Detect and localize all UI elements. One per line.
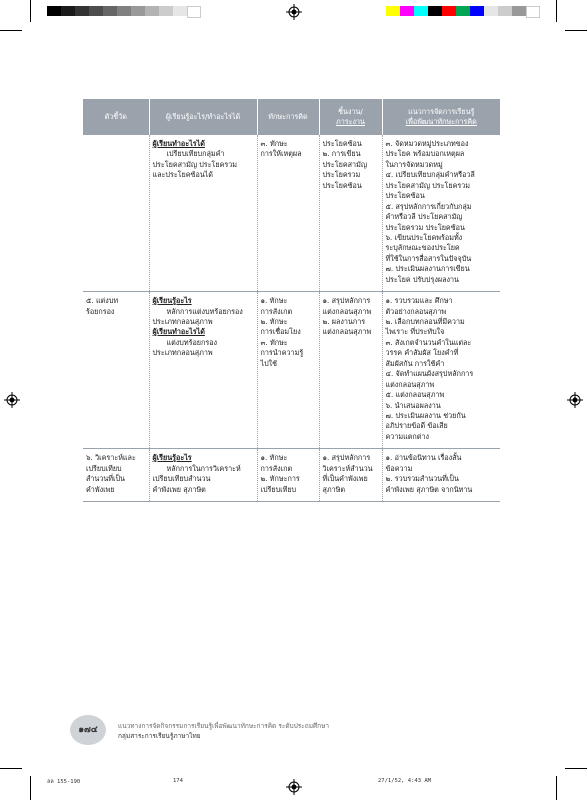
cell-line: การนำความรู้ xyxy=(260,348,304,358)
cell-line: เปรียบเทียบ xyxy=(86,463,122,473)
cell-line: คำพังเพย xyxy=(86,484,115,494)
cell-line: ประโยคซ้อน xyxy=(322,180,362,190)
cell-line: ๑. รวบรวมและ ศึกษา xyxy=(385,296,453,306)
workpiece-cell xyxy=(319,449,382,502)
cell-line: คำพังเพย สุภาษิต จากนิทาน xyxy=(385,484,473,494)
crop-mark xyxy=(565,768,587,769)
cell-line: แต่งกลอนสุภาพ xyxy=(322,327,372,337)
cell-line: ประโยครวม ประโยคซ้อน xyxy=(385,222,465,232)
cell-line: ในการจัดหมวดหมู่ xyxy=(385,159,443,169)
cell-line: ๗. ประเมินผลงานการเขียน xyxy=(385,264,470,274)
cell-line: การเชื่อมโยง xyxy=(260,327,301,337)
cell-line: ข้อความ xyxy=(385,463,413,473)
cell-line: ๕. แต่งบท xyxy=(86,296,119,306)
cell-line: ประโยคซ้อน xyxy=(385,191,425,201)
cell-line: ที่ใช้ในการสื่อสารในปัจจุบัน xyxy=(385,253,472,263)
cell-line: วิเคราะห์สำนวน xyxy=(322,463,373,473)
cell-line: ๒. รวบรวมสำนวนที่เป็น xyxy=(385,474,459,484)
crop-mark xyxy=(565,30,587,31)
cell-line: อภิปรายข้อดี ข้อเสีย xyxy=(385,421,448,431)
cell-line: ๒. การเขียน xyxy=(322,149,361,159)
registration-mark-top xyxy=(286,4,302,20)
cell-line: ไพเราะ ที่ประทับใจ xyxy=(385,327,445,337)
cell-line: แต่งบทร้อยกรอง xyxy=(166,337,218,347)
table-header-row xyxy=(83,99,500,135)
cell-line: คำหรือวลี ประโยคสามัญ xyxy=(385,212,463,222)
cell-line: สุภาษิต xyxy=(322,484,346,494)
cell-line: เปรียบเทียบสำนวน xyxy=(152,474,211,484)
registration-mark-right xyxy=(567,392,583,408)
cell-line: แต่งกลอนสุภาพ xyxy=(385,379,435,389)
approach-cell xyxy=(382,135,500,292)
footer-subject: กลุ่มสาระการเรียนรู้ภาษาไทย xyxy=(118,732,201,740)
slug-file: ลล 155-190 xyxy=(47,779,81,785)
cell-line: การให้เหตุผล xyxy=(260,149,302,159)
cell-line: ๒. เลือกบทกลอนที่มีความ xyxy=(385,317,465,326)
cell-line: การสังเกต xyxy=(260,463,293,473)
cell-line: หลักการแต่งบทร้อยกรอง xyxy=(166,306,243,316)
cell-line: เปรียบเทียบ xyxy=(260,484,297,494)
cell-line: ๓. สังเกตจำนวนคำในแต่ละ xyxy=(385,337,472,347)
cell-line: สัมผัสกัน การใช้คำ xyxy=(385,358,445,368)
cell-line: ประโยค พร้อมบอกเหตุผล xyxy=(385,149,465,159)
registration-mark-left xyxy=(4,392,20,408)
learn-heading: ผู้เรียนรู้อะไร xyxy=(152,453,192,463)
learning-plan-table xyxy=(83,99,500,502)
table-row xyxy=(83,449,500,502)
learn-do-cell xyxy=(149,292,257,449)
slug-date: 27/1/52, 4:43 AM xyxy=(378,778,431,784)
slug-page: 174 xyxy=(173,778,183,784)
header-learn-do: ผู้เรียนรู้อะไร/ทำอะไรได้ xyxy=(149,99,257,135)
cell-line: ๓. ทักษะ xyxy=(260,139,288,148)
cell-line: ๒. ทักษะ xyxy=(260,317,288,326)
color-bars-right xyxy=(386,6,540,16)
cell-line: ๔. จัดทำแผนผังสรุปหลักการ xyxy=(385,369,474,379)
cell-line: ๒. ผลงานการ xyxy=(322,317,366,326)
cell-line: ประโยคสามัญ ประโยครวม xyxy=(385,180,471,190)
cell-line: ๖. เขียนประโยคพร้อมทั้ง xyxy=(385,232,463,242)
cell-line: ตัวอย่างกลอนสุภาพ xyxy=(385,306,447,316)
do-heading: ผู้เรียนทำอะไรได้ xyxy=(152,327,205,337)
cell-line: ๑. อ่านข้อนิทาน เรื่องสั้น xyxy=(385,453,462,463)
indicator-cell xyxy=(83,449,149,502)
crop-mark xyxy=(30,776,31,800)
learn-heading: ผู้เรียนรู้อะไร xyxy=(152,296,192,306)
header-thinking-skill: ทักษะการคิด xyxy=(257,99,319,135)
crop-mark xyxy=(0,30,22,31)
cell-line: แต่งกลอนสุภาพ xyxy=(322,306,372,316)
thinking-skill-cell xyxy=(257,449,319,502)
indicator-cell xyxy=(83,292,149,449)
thinking-skill-cell xyxy=(257,135,319,292)
cell-line: ๒. ทักษะการ xyxy=(260,474,300,484)
crop-mark xyxy=(0,768,22,769)
crop-mark xyxy=(556,776,557,800)
workpiece-cell xyxy=(319,135,382,292)
registration-bars-left xyxy=(47,6,201,16)
cell-line: ความแตกต่าง xyxy=(385,431,429,441)
cell-line: ประโยคซ้อน xyxy=(322,139,362,148)
cell-line: และประโยคซ้อนได้ xyxy=(152,170,213,180)
cell-line: ๑. สรุปหลักการ xyxy=(322,296,371,306)
approach-cell xyxy=(382,292,500,449)
cell-line: ประเภทกลอนสุภาพ xyxy=(152,348,213,358)
cell-line: ประเภทกลอนสุภาพ xyxy=(152,317,213,326)
cell-line: การสังเกต xyxy=(260,306,293,316)
workpiece-cell xyxy=(319,292,382,449)
footer-book-title: แนวทางการจัดกิจกรรมการเรียนรู้เพื่อพัฒนาทักษะการคิด ระดับประถมศึกษา xyxy=(118,722,329,730)
cell-line: หลักการในการวิเคราะห์ xyxy=(166,463,241,473)
cell-line: ไปใช้ xyxy=(260,358,278,368)
cell-line: ๖. วิเคราะห์และ xyxy=(86,453,136,463)
cell-line: ๑. สรุปหลักการ xyxy=(322,453,371,463)
cell-line: ประโยคสามัญ xyxy=(322,159,367,169)
cell-line: ๑. ทักษะ xyxy=(260,296,288,306)
crop-mark xyxy=(556,0,557,22)
header-approach: แนวการจัดการเรียนรู้ เพื่อพัฒนาทักษะการคิด xyxy=(382,99,500,135)
learn-heading: ผู้เรียนทำอะไรได้ xyxy=(152,139,205,148)
header-indicator: ตัวชี้วัด xyxy=(83,99,149,135)
cell-line: ประโยคสามัญ ประโยครวม xyxy=(152,159,238,169)
indicator-cell xyxy=(83,135,149,292)
header-workpiece: ชิ้นงาน/ ภาระงาน xyxy=(319,99,382,135)
cell-line: ประโยค ปรับปรุงผลงาน xyxy=(385,274,459,284)
cell-line: สำนวนที่เป็น xyxy=(86,474,125,484)
cell-line: ๖. นำเสนอผลงาน xyxy=(385,400,441,410)
cell-line: เปรียบเทียบกลุ่มคำ xyxy=(166,149,225,159)
page-number: ๑๗๔ xyxy=(70,715,106,745)
cell-line: ๓. ทักษะ xyxy=(260,337,288,347)
approach-cell xyxy=(382,449,500,502)
cell-line: ระบุลักษณะของประโยค xyxy=(385,243,460,253)
cell-line: ที่เป็นคำพังเพย xyxy=(322,474,368,484)
learn-do-cell xyxy=(149,449,257,502)
cell-line: ๕. แต่งกลอนสุภาพ xyxy=(385,390,445,400)
table-row xyxy=(83,292,500,449)
cell-line: ประโยครวม xyxy=(322,170,361,180)
crop-mark xyxy=(30,0,31,22)
cell-line: ๑. ทักษะ xyxy=(260,453,288,463)
cell-line: คำพังเพย สุภาษิต xyxy=(152,484,206,494)
cell-line: ๗. ประเมินผลงาน ช่วยกัน xyxy=(385,410,466,420)
cell-line: ๔. เปรียบเทียบกลุ่มคำหรือวลี xyxy=(385,170,475,180)
thinking-skill-cell xyxy=(257,292,319,449)
cell-line: ๓. จัดหมวดหมู่ประเภทของ xyxy=(385,139,469,148)
cell-line: ร้อยกรอง xyxy=(86,306,115,316)
table-row xyxy=(83,135,500,292)
cell-line: ๕. สรุปหลักการเกี่ยวกับกลุ่ม xyxy=(385,201,472,211)
registration-mark-bottom xyxy=(286,779,302,795)
cell-line: วรรค คำสัมผัส โยงคำที่ xyxy=(385,348,459,358)
learn-do-cell xyxy=(149,135,257,292)
